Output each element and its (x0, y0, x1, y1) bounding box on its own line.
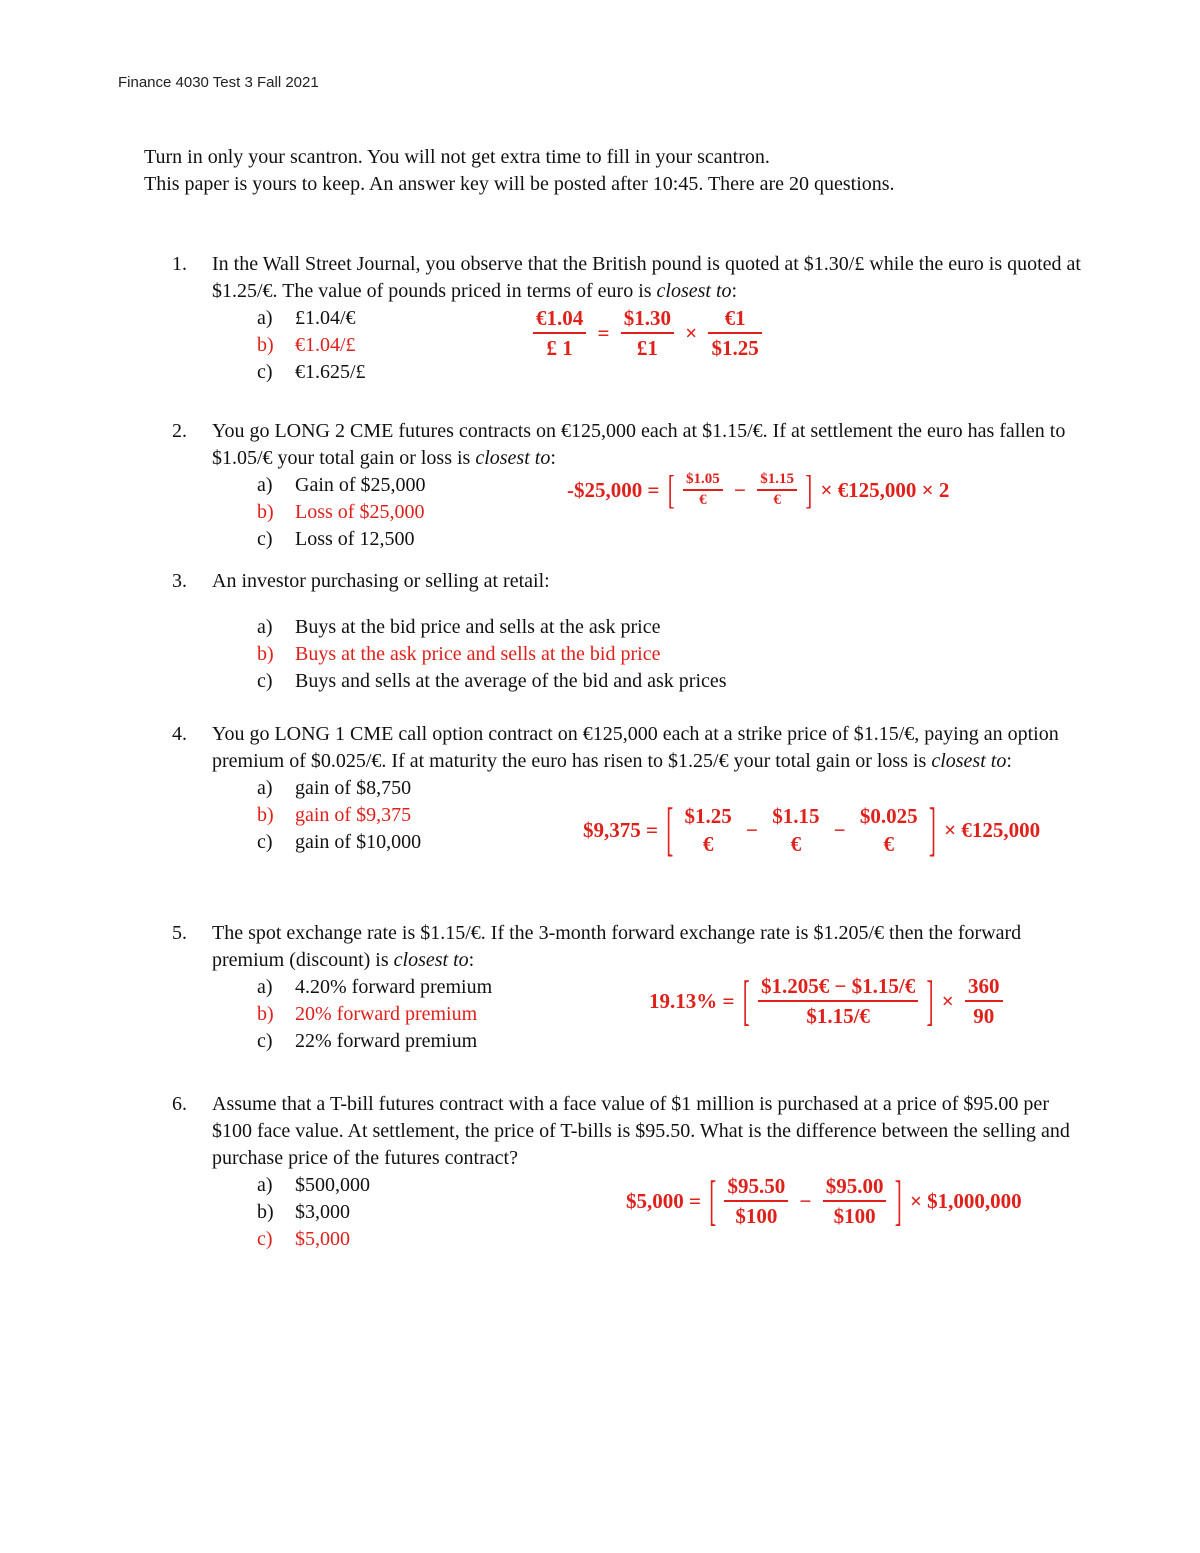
fraction: $\frac{\$1.205€ - \$1.15/€}{\$1.15/€}$ (758, 972, 918, 1030)
fraction: $\frac{€1.04}{£ 1}$ (533, 304, 586, 362)
fraction: $\frac{\$95.50}{\$100}$ (724, 1172, 788, 1230)
page-header: Finance 4030 Test 3 Fall 2021 (118, 74, 319, 91)
option-c[interactable]: c) €1.625/£ (257, 361, 366, 383)
option-b-correct[interactable]: b) 20% forward premium (257, 1003, 478, 1025)
question-number: 6. (172, 1093, 187, 1115)
fraction: $\frac{\$95.00}{\$100}$ (823, 1172, 887, 1230)
question-text: The spot exchange rate is $1.15/€. If the 3-month forward exchange rate is $1.205/€ then the forward premium (discount) is closest to: (212, 922, 1022, 971)
option-b-correct[interactable]: b) Buys at the ask price and sells at the bid price (257, 643, 661, 665)
option-c[interactable]: c) gain of $10,000 (257, 831, 422, 853)
option-a[interactable]: a) 4.20% forward premium (257, 976, 493, 998)
option-c[interactable]: c) 22% forward premium (257, 1030, 478, 1052)
option-b-correct[interactable]: b) Loss of $25,000 (257, 501, 425, 523)
option-b-correct[interactable]: b) gain of $9,375 (257, 804, 412, 826)
option-c[interactable]: c) Buys and sells at the average of the bid and ask prices (257, 670, 727, 692)
option-a[interactable]: a) gain of $8,750 (257, 777, 412, 799)
question-number: 2. (172, 420, 187, 442)
instructions (144, 144, 895, 198)
option-c-correct[interactable]: c) $5,000 (257, 1228, 350, 1250)
answer-formula-1: $\frac{€1.04}{£ 1}$ = $\frac{\$1.30}{£1}$ × $\frac{€1}{\$1.25}$ (530, 304, 765, 362)
fraction: $\frac{360}{90}$ (965, 972, 1003, 1030)
answer-formula-4: $9,375 = [ $1.25 € − $1.15 € − $0.025 € ] × €125,000 (583, 795, 1041, 863)
fraction: $1.15 € (772, 804, 820, 856)
answer-formula-6: $5,000 = [ $\frac{\$95.50}{\$100}$ − $\frac{\$95.00}{\$100}$ ] × $1,000,000 (626, 1168, 1022, 1231)
fraction: $1.25 € (684, 804, 732, 856)
option-a[interactable]: a) Buys at the bid price and sells at the ask price (257, 616, 661, 638)
instruction-line: This paper is yours to keep. An answer key will be posted after 10:45. There are 20 questions. (144, 173, 895, 195)
option-b-correct[interactable]: b) €1.04/£ (257, 334, 356, 356)
question-text: You go LONG 1 CME call option contract on €125,000 each at a strike price of $1.15/€, paying an option premium of $0.025/€. If at maturity the euro has risen to $1.25/€ your total gain or loss is closest to: (212, 723, 1059, 772)
question-number: 4. (172, 723, 187, 745)
fraction: $\frac{\$1.30}{£1}$ (621, 304, 674, 362)
answer-formula-2: -$25,000 = [ $\frac{\$1.05}{€}$ − $\frac{\$1.15}{€}$ ] × €125,000 × 2 (567, 466, 950, 512)
fraction: $\frac{€1}{\$1.25}$ (708, 304, 761, 362)
question-text: In the Wall Street Journal, you observe that the British pound is quoted at $1.30/£ while the euro is quoted at $1.25/€. The value of pounds priced in terms of euro is closest to: (212, 253, 1081, 302)
instruction-line: Turn in only your scantron. You will not get extra time to fill in your scantron. (144, 146, 770, 168)
question-number: 5. (172, 922, 187, 944)
fraction: $0.025 € (859, 804, 918, 856)
option-a[interactable]: a) £1.04/€ (257, 307, 356, 329)
option-b[interactable]: b) $3,000 (257, 1201, 350, 1223)
option-c[interactable]: c) Loss of 12,500 (257, 528, 415, 550)
fraction: $\frac{\$1.05}{€}$ (683, 470, 723, 510)
question-text: An investor purchasing or selling at retail: (212, 570, 550, 592)
options (257, 614, 1092, 695)
question-text: You go LONG 2 CME futures contracts on €125,000 each at $1.15/€. If at settlement the euro has fallen to $1.05/€ your total gain or loss is closest to: (212, 420, 1066, 469)
option-a[interactable]: a) $500,000 (257, 1174, 370, 1196)
question-number: 1. (172, 253, 187, 275)
question-number: 3. (172, 570, 187, 592)
fraction: $\frac{\$1.15}{€}$ (757, 470, 797, 510)
option-a[interactable]: a) Gain of $25,000 (257, 474, 426, 496)
answer-formula-5: 19.13% = [ $\frac{\$1.205€ - \$1.15/€}{\$1.15/€}$ ] × $\frac{360}{90}$ (646, 972, 1006, 1030)
question-text: Assume that a T-bill futures contract with a face value of $1 million is purchased at a price of $95.00 per $100 face value. At settlement, the price of T-bills is $95.50. What is the difference between the selling and purchase price of the futures contract? (212, 1093, 1070, 1169)
question-3 (172, 568, 1092, 695)
